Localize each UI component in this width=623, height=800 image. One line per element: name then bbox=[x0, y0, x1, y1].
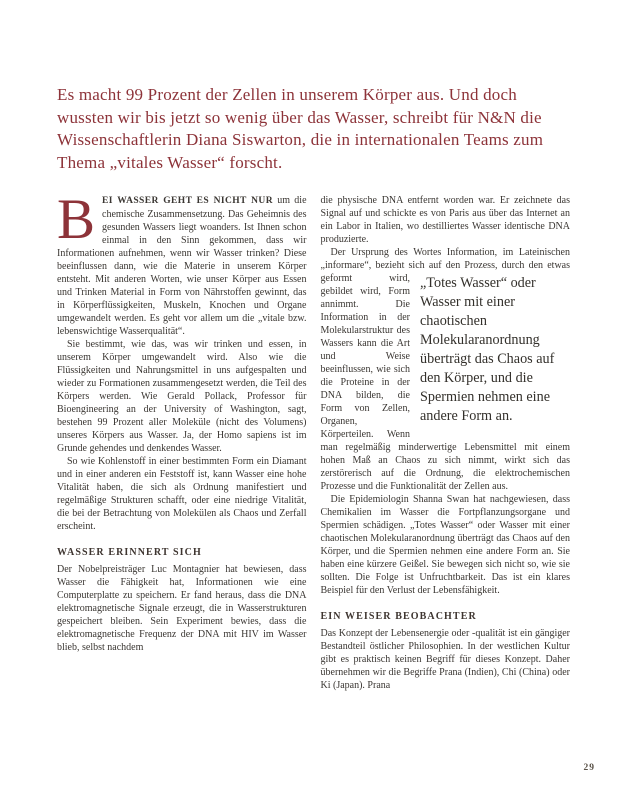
body-paragraph: Sie bestimmt, wie das, was wir trinken und essen, in unserem Körper umgewandelt wird. Also wie die Flüssigkeiten und Nahrungsmittel in uns aufgespalten und wieder zu Formationen zusammengesetzt werden, die Teil des Körpers werden. Wie Gerald Pollack, Professor für Bioengineering an der University of Washington, sagt, bestehen 99 Prozent aller Moleküle (nicht des Volumens) unseres Körpers aus Wasser. Ja, der Homo sapiens ist im Grunde gehendes und denkendes Wasser. bbox=[57, 339, 307, 454]
paragraph-text: wird, gebildet wird, Form annimmt. Die Information in der Molekularstruktur des Wassers kann die Art und Weise beeinflussen, wie sich die Proteine in der DNA bilden, die Form von Zellen, Organen, Körperteilen. Wenn man regelmäßig minderwertige Lebensmittel mit einem hohen Maß an Chaos zu sich nimmt, wirkt sich das zerstörerisch auf die Ordnung, die elektrochemischen Prozesse und die Funktionalität der Zellen aus. bbox=[320, 273, 570, 492]
body-paragraph: die physische DNA entfernt worden war. Er zeichnete das Signal auf und schickte es von Paris aus über das Internet an ein Labor in Italien, wo destilliertes Wasser identische DNA produzierte. bbox=[320, 195, 570, 245]
paragraph-text: um die chemische Zusammensetzung. Das Geheimnis des gesunden Wassers liegt woanders. Ist Ihnen schon einmal in den Sinn gekommen, dass wir Informationen aufnehmen, wenn wir Wasser trinken? Diese beeinflussen dann, wie die Materie in unserem Körper entsteht. Mit anderen Worten, wie unser Körper aus Essen und Trinken Material in Form von Nährstoffen gewinnt, das in Körperflüssigkeiten, Muskeln, Knochen und Organe umgewandelt werden. Es geht vor allem um die „vitale bzw. lebenswichtige Wasserqualität“. bbox=[57, 195, 307, 337]
section-heading-wasser-erinnert-sich: WASSER ERINNERT SICH bbox=[57, 547, 202, 558]
lead-in: EI WASSER GEHT ES NICHT NUR bbox=[102, 196, 273, 206]
article-headline: Es macht 99 Prozent der Zellen in unserem Körper aus. Und doch wussten wir bis jetzt so wenig über das Wasser, schreibt für N&N die Wissenschaftlerin Diana Siswarton, die in internationalen Teams zum Thema „vitales Wasser“ forscht. bbox=[57, 85, 544, 172]
body-paragraph bbox=[321, 246, 571, 493]
page-number: 29 bbox=[583, 763, 595, 773]
drop-cap: B bbox=[57, 188, 96, 251]
left-column bbox=[57, 188, 307, 692]
article-columns bbox=[57, 188, 570, 692]
body-paragraph: Das Konzept der Lebensenergie oder -qualität ist ein gängiger Bestandteil östlicher Philosophien. In der westlichen Kultur gibt es praktisch keinen Begriff für dieses Konzept. Daher übernehmen wir die Begriffe Prana (Indien), Chi (China) oder Ki (Japan). Prana bbox=[320, 628, 570, 691]
paragraph-text: Der Ursprung des Wortes Information, im Lateinischen „informare“, bezieht sich auf den Prozess, durch den etwas geformt bbox=[320, 247, 570, 284]
body-paragraph: So wie Kohlenstoff in einer bestimmten Form ein Diamant und in einer anderen ein Feststoff ist, kann Wasser eine hohe Vitalität haben, die sich als Ordnung manifestiert und regelmäßige Strukturen schafft, oder eine niedrige Vitalität, die bei der Betrachtung von Molekülen als Chaos und Zerfall erscheint. bbox=[57, 456, 307, 532]
body-paragraph bbox=[57, 188, 307, 338]
body-paragraph: Die Epidemiologin Shanna Swan hat nachgewiesen, dass Chemikalien im Wasser die Fortpflanzungsorgane und Spermien schädigen. „Totes Wasser“ oder Wasser mit einer chaotischen Molekularanordnung überträgt das Chaos auf den Körper, und die Spermien nehmen eine andere Form an. Sie haben eine kürzere Geißel. Sie bewegen sich nicht so, wie sie sollten. Die Folge ist Unfruchtbarkeit. Das ist ein klares Beispiel für den Verlust der Lebensfähigkeit. bbox=[320, 494, 570, 596]
section-heading-ein-weiser-beobachter: EIN WEISER BEOBACHTER bbox=[320, 611, 477, 622]
right-column bbox=[321, 194, 571, 692]
body-paragraph: Der Nobelpreisträger Luc Montagnier hat bewiesen, dass Wasser die Fähigkeit hat, Informationen wie eine Computerplatte zu speichern. Er fand heraus, dass die DNA elektromagnetische Signale erzeugt, die in Wasserstrukturen gespeichert bleiben. Sein Experiment bewies, dass die elektromagnetische Frequenz der DNA mit HIV im Wasser blieb, selbst nachdem bbox=[57, 564, 307, 653]
pull-quote: „Totes Wasser“ oder Wasser mit einer chaotischen Molekularanordnung überträgt das Chaos auf den Körper, und die Spermien nehmen eine andere Form an. bbox=[420, 275, 555, 424]
